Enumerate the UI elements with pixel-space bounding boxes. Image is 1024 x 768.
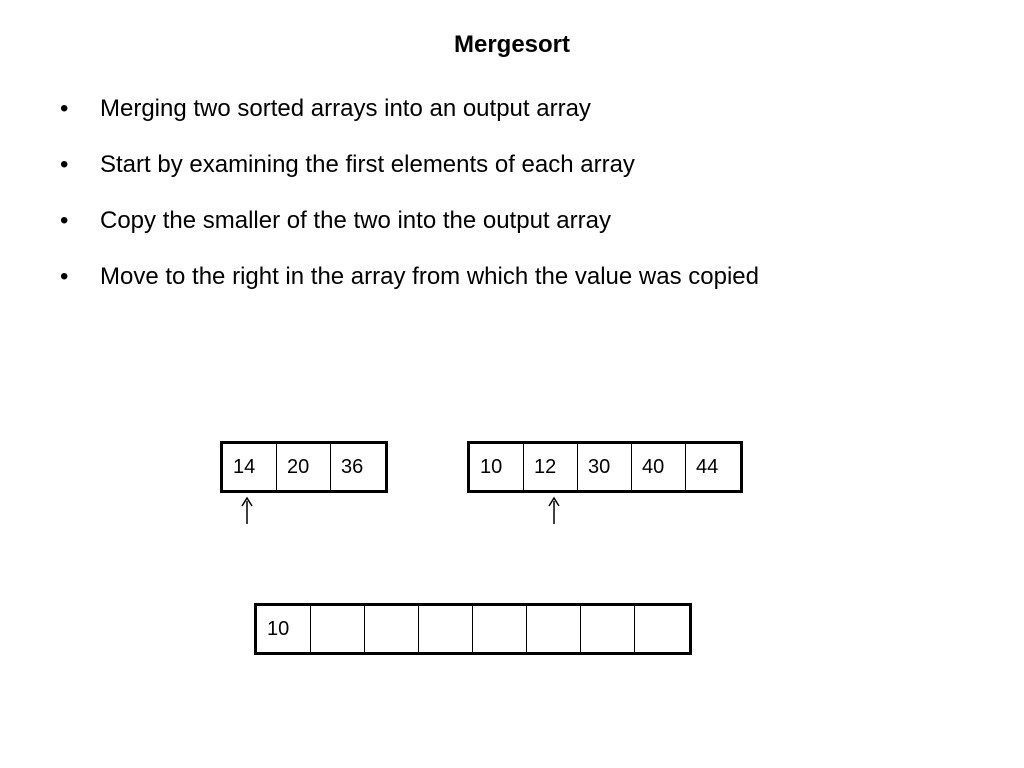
array-cell: 12 — [524, 444, 578, 490]
output-cell — [581, 606, 635, 652]
bullet-text: Merging two sorted arrays into an output array — [100, 95, 591, 122]
bullet-text: Copy the smaller of the two into the output array — [100, 207, 611, 234]
right-sorted-array — [467, 441, 743, 493]
output-cell — [311, 606, 365, 652]
right-pointer-arrow-icon — [546, 495, 562, 525]
bullet-dot: • — [60, 95, 69, 122]
output-cell — [635, 606, 689, 652]
left-sorted-array — [220, 441, 388, 493]
array-cell: 30 — [578, 444, 632, 490]
array-cell: 36 — [341, 456, 364, 478]
output-cell — [473, 606, 527, 652]
bullet-text: Move to the right in the array from which the value was copied — [100, 263, 759, 290]
slide-title: Mergesort — [453, 31, 571, 58]
array-cell: 20 — [277, 444, 331, 490]
output-cell — [419, 606, 473, 652]
left-pointer-arrow-icon — [239, 495, 255, 525]
bullet-dot: • — [60, 263, 69, 290]
bullet-dot: • — [60, 207, 69, 234]
array-cell: 44 — [696, 456, 719, 478]
output-cell — [527, 606, 581, 652]
output-cell: 10 — [257, 606, 311, 652]
output-array — [254, 603, 692, 655]
bullet-text: Start by examining the first elements of each array — [100, 151, 635, 178]
array-cell: 40 — [632, 444, 686, 490]
array-cell: 14 — [223, 444, 277, 490]
array-cell: 10 — [470, 444, 524, 490]
output-cell — [365, 606, 419, 652]
bullet-dot: • — [60, 151, 69, 178]
